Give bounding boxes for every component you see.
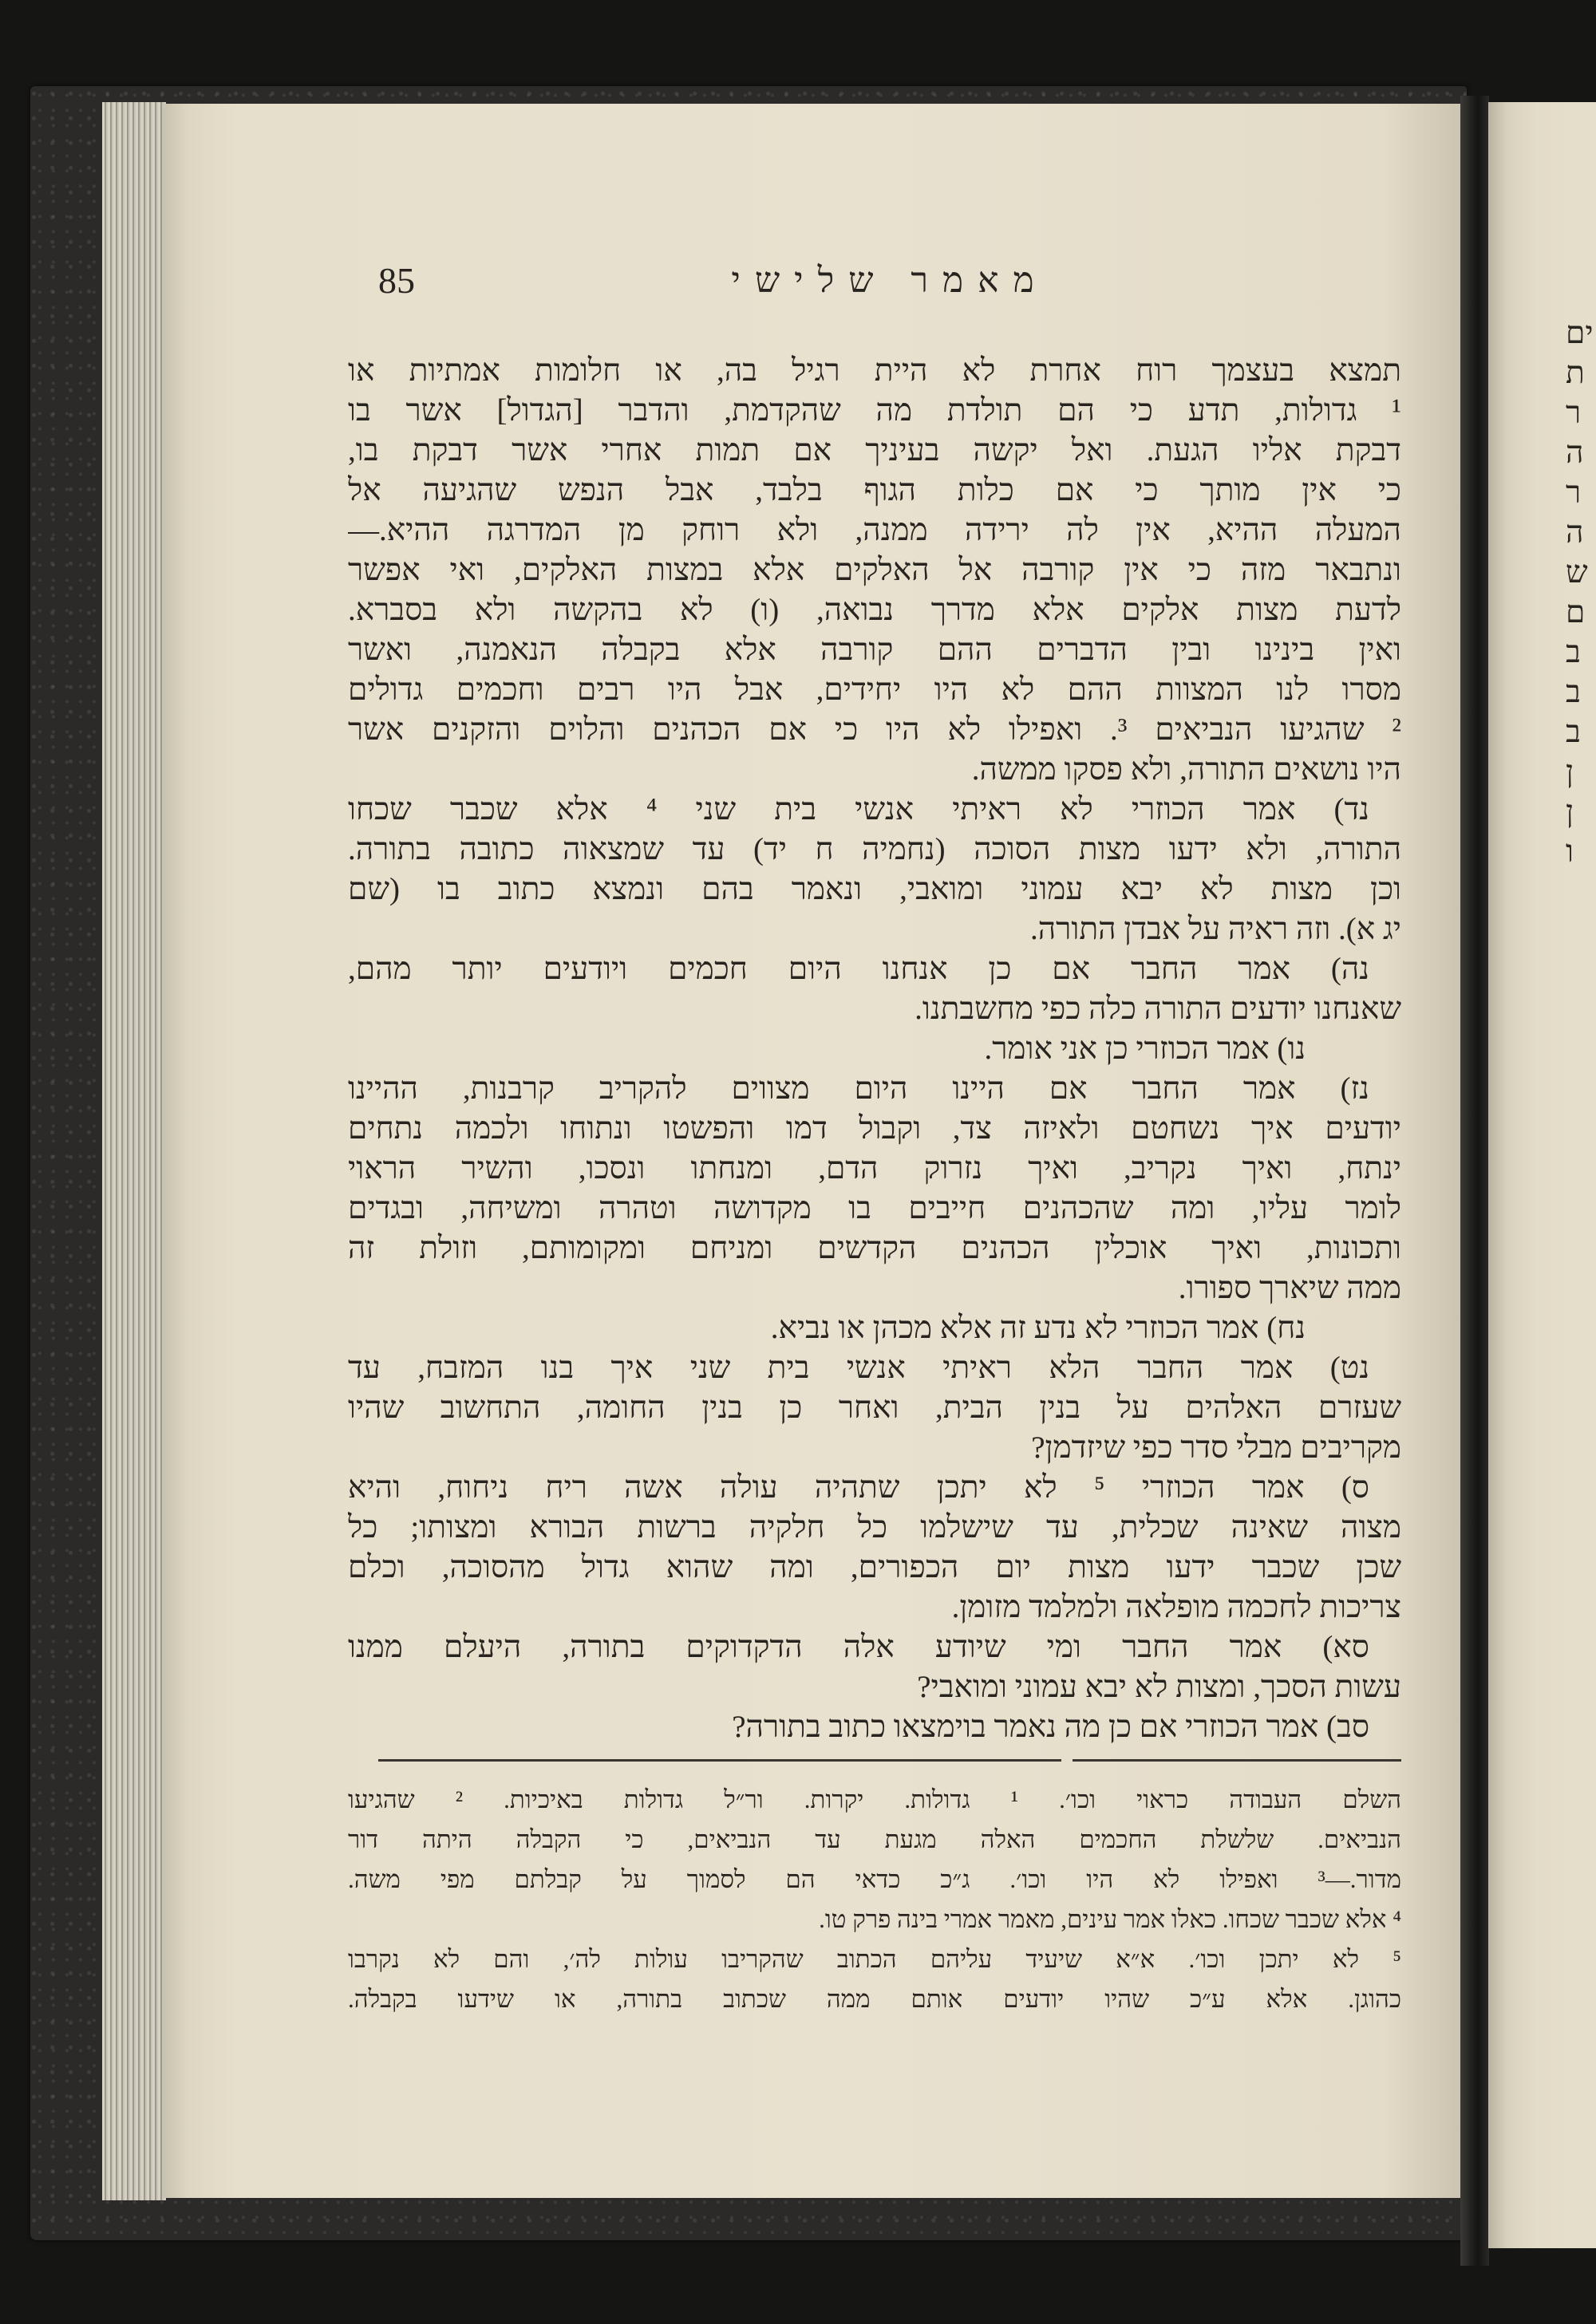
text-line: ממה שיארך ספורו. bbox=[1178, 1271, 1401, 1305]
body-text bbox=[348, 351, 1401, 1747]
footnote-line: השלם העבודה כראוי וכו׳. ¹ גדולות. יקרות. ור״ל גדולות באיכיות. ² שהגיעו bbox=[348, 1785, 1401, 1813]
facing-page-fragment: ב bbox=[1566, 675, 1581, 709]
text-line: ינתח, ואיך נקריב, ואיך נזרוק הדם, ומנחתו ונסכו, והשיר הראוי bbox=[348, 1151, 1401, 1186]
facing-page-fragment: ב bbox=[1566, 715, 1581, 749]
footnote-line: הנביאים. שלשלת החכמים האלה מגעת עד הנביאים, כי הקבלה היתה דור bbox=[348, 1825, 1401, 1853]
text-line: המעלה ההיא, אין לה ירידה ממנה, ולא רוחק מן המדרגה ההיא.— bbox=[348, 513, 1401, 547]
facing-page-text bbox=[1566, 314, 1596, 872]
text-line: צריכות לחכמה מופלאה ולמלמד מזומן. bbox=[951, 1590, 1401, 1624]
paragraph-start: נט) אמר החבר הלא ראיתי אנשי בית שני איך בנו המזבח, עד bbox=[348, 1351, 1369, 1385]
text-line: לומר עליו, ומה שהכהנים חייבים בו מקדושה וטהרה ומשיחה, ובגדים bbox=[348, 1191, 1401, 1225]
paragraph-start: סא) אמר החבר ומי שיודע אלה הדקדוקים בתורה, היעלם ממנו bbox=[348, 1630, 1369, 1664]
text-line: עשות הסכך, ומצות לא יבא עמוני ומואבי? bbox=[917, 1670, 1401, 1704]
facing-page-fragment: ב bbox=[1566, 635, 1581, 669]
footnote-line: ⁴ אלא שכבר שכחו. כאלו אמר עינים, מאמר אמרי בינה פרק טו. bbox=[819, 1905, 1401, 1933]
facing-page-fragment: ן bbox=[1566, 755, 1574, 789]
facing-page-fragment: ש bbox=[1566, 555, 1588, 590]
text-line: מסרו לנו המצוות ההם לא היו יחידים, אבל היו רבים וחכמים גדולים bbox=[348, 673, 1401, 707]
text-line: שכן שכבר ידעו מצות יום הכפורים, ומה שהוא גדול מהסוכה, וכלם bbox=[348, 1550, 1401, 1584]
page-edges bbox=[102, 102, 166, 2200]
text-line: דבקת אליו הגעת. ואל יקשה בעיניך אם תמות אחרי אשר דבקת בו, bbox=[348, 433, 1401, 468]
text-line: ותכונות, ואיך אוכלין הכהנים הקדשים ומניחם ומקומותם, וזולת זה bbox=[348, 1231, 1401, 1265]
text-line: יודעים איך נשחטם ולאיזה צד, וקבול דמו והפשטו ונתוחו ולכמה נתחים bbox=[348, 1111, 1401, 1146]
text-line: ² שהגיעו הנביאים ³. ואפילו לא היו כי אם הכהנים והלוים והזקנים אשר bbox=[348, 712, 1401, 747]
running-title: מאמר שלישי bbox=[731, 261, 1049, 300]
text-line: מצוה שאינה שכלית, עד שישלמו כל חלקיה ברשות הבורא ומצותו; כל bbox=[348, 1510, 1401, 1545]
text-line: ואין בינינו ובין הדברים ההם קורבה אלא בקבלה הנאמנה, ואשר bbox=[348, 633, 1401, 667]
text-line: שעזרם האלהים על בנין הבית, ואחר כן בנין החומה, התחשוב שהיו bbox=[348, 1391, 1401, 1425]
paragraph-start: נח) אמר הכוזרי לא נדע זה אלא מכהן או נביא. bbox=[770, 1311, 1306, 1345]
facing-page-fragment: ר bbox=[1566, 396, 1582, 430]
text-line: לדעת מצות אלקים אלא מדרך נבואה, (ו) לא בהקשה ולא בסברא. bbox=[348, 593, 1401, 627]
text-line: שאנחנו יודעים התורה כלה כפי מחשבתנו. bbox=[915, 992, 1401, 1026]
text-line: תמצא בעצמך רוח אחרת לא היית רגיל בה, או חלומות אמתיות או bbox=[348, 353, 1401, 388]
facing-page-fragment: ה bbox=[1566, 436, 1584, 470]
paragraph-start: נד) אמר הכוזרי לא ראיתי אנשי בית שני ⁴ אלא שכבר שכחו bbox=[348, 792, 1369, 827]
text-line: כי אין מותך כי אם כלות הגוף בלבד, אבל הנפש שהגיעה אל bbox=[348, 473, 1401, 507]
text-line: היו נושאים התורה, ולא פסקו ממשה. bbox=[971, 752, 1401, 787]
paragraph-start: נז) אמר החבר אם היינו היום מצווים להקריב קרבנות, ההיינו bbox=[348, 1071, 1369, 1106]
book-gutter bbox=[1460, 96, 1489, 2266]
text-line: וכן מצות לא יבא עמוני ומואבי, ונאמר בהם ונמצא כתוב בו (שם bbox=[348, 872, 1401, 906]
facing-page-fragment: ה bbox=[1566, 515, 1584, 550]
footnote-line: מדור.—³ ואפילו לא היו וכו׳. ג״כ כדאי הם לסמוך על קבלתם מפי משה. bbox=[348, 1865, 1401, 1893]
text-line: ¹ גדולות, תדע כי הם תולדת מה שהקדמת, והדבר [הגדול] אשר בו bbox=[348, 393, 1401, 428]
footnotes bbox=[348, 1780, 1401, 2019]
footnote-rule bbox=[1073, 1759, 1401, 1762]
text-line: מקריבים מבלי סדר כפי שיזדמן? bbox=[1031, 1430, 1401, 1465]
text-line: התורה, ולא ידעו מצות הסוכה (נחמיה ח יד) עד שמצאוה כתובה בתורה. bbox=[348, 832, 1401, 866]
footnote-line: ⁵ לא יתכן וכו׳. א״א שיעיד עליהם הכתוב שהקריבו עולות לה׳, והם לא נקרבו bbox=[348, 1945, 1401, 1973]
facing-page-fragment: ו bbox=[1566, 835, 1574, 869]
footnote-rule bbox=[378, 1759, 1061, 1762]
facing-page-fragment: ם bbox=[1566, 595, 1586, 629]
text-line: יג א). וזה ראיה על אבדן התורה. bbox=[1030, 912, 1401, 946]
facing-page-fragment: ת bbox=[1566, 356, 1585, 390]
paragraph-start: נו) אמר הכוזרי כן אני אומר. bbox=[984, 1032, 1306, 1066]
facing-page-fragment: ר bbox=[1566, 475, 1582, 510]
paragraph-start: סב) אמר הכוזרי אם כן מה נאמר בוימצאו כתוב בתורה? bbox=[732, 1710, 1369, 1744]
paragraph-start: ס) אמר הכוזרי ⁵ לא יתכן שתהיה עולה אשה ריח ניחוח, והיא bbox=[348, 1470, 1369, 1505]
facing-page-fragment: ן bbox=[1566, 795, 1574, 829]
text-line: ונתבאר מזה כי אין קורבה אל האלקים אלא במצות האלקים, ואי אפשר bbox=[348, 553, 1401, 587]
paragraph-start: נה) אמר החבר אם כן אנחנו היום חכמים ויודעים יותר מהם, bbox=[348, 952, 1369, 986]
facing-page-fragment: ים bbox=[1566, 316, 1594, 350]
footnote-line: כהוגן. אלא ע״כ שהיו יודעים אותם ממה שכתוב בתורה, או שידעו בקבלה. bbox=[348, 1985, 1401, 2013]
page-number: 85 bbox=[378, 260, 415, 301]
